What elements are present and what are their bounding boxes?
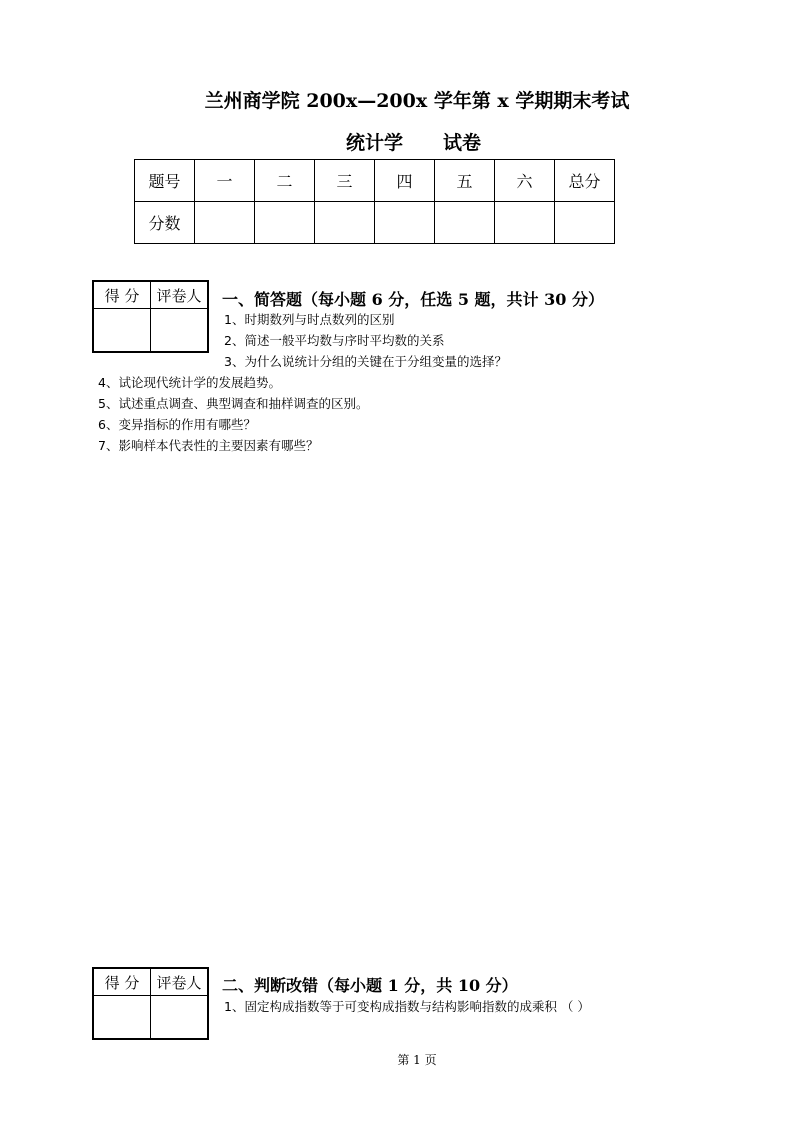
section-2-heading: 二、判断改错（每小题 1 分，共 10 分） bbox=[222, 976, 518, 995]
score-cell[interactable] bbox=[195, 202, 255, 244]
question-item: 1、固定构成指数等于可变构成指数与结构影响指数的成乘积 （ ） bbox=[224, 999, 590, 1014]
score-cell: 二 bbox=[255, 160, 315, 202]
score-table-header-row bbox=[135, 160, 615, 202]
score-cell[interactable] bbox=[435, 202, 495, 244]
grader-label: 评卷人 bbox=[151, 281, 209, 309]
score-cell: 分数 bbox=[135, 202, 195, 244]
score-cell: 五 bbox=[435, 160, 495, 202]
grader-label: 评卷人 bbox=[151, 968, 209, 996]
grader-box-section-1 bbox=[92, 280, 209, 353]
score-table bbox=[134, 159, 615, 244]
score-cell: 六 bbox=[495, 160, 555, 202]
score-entry-cell[interactable] bbox=[93, 309, 151, 353]
question-item: 2、简述一般平均数与序时平均数的关系 bbox=[224, 333, 445, 348]
score-cell: 四 bbox=[375, 160, 435, 202]
score-cell: 一 bbox=[195, 160, 255, 202]
score-cell: 总分 bbox=[555, 160, 615, 202]
question-item: 1、时期数列与时点数列的区别 bbox=[224, 312, 395, 327]
question-item: 3、为什么说统计分组的关键在于分组变量的选择？ bbox=[224, 354, 507, 369]
page-number: 第 1 页 bbox=[397, 1053, 437, 1067]
grader-box-section-2 bbox=[92, 967, 209, 1040]
grader-entry-cell[interactable] bbox=[151, 996, 209, 1040]
score-cell[interactable] bbox=[495, 202, 555, 244]
exam-subtitle bbox=[346, 128, 481, 155]
score-cell: 题号 bbox=[135, 160, 195, 202]
grader-entry-cell[interactable] bbox=[151, 309, 209, 353]
section-1-heading: 一、简答题（每小题 6 分，任选 5 题，共计 30 分） bbox=[222, 290, 604, 309]
question-item: 5、试述重点调查、典型调查和抽样调查的区别。 bbox=[98, 396, 369, 411]
score-label: 得 分 bbox=[93, 281, 151, 309]
score-cell[interactable] bbox=[375, 202, 435, 244]
paper-label: 试卷 bbox=[443, 132, 482, 154]
question-item: 7、影响样本代表性的主要因素有哪些？ bbox=[98, 438, 319, 453]
question-item: 6、变异指标的作用有哪些？ bbox=[98, 417, 256, 432]
score-entry-cell[interactable] bbox=[93, 996, 151, 1040]
score-cell: 三 bbox=[315, 160, 375, 202]
score-cell[interactable] bbox=[315, 202, 375, 244]
score-cell[interactable] bbox=[555, 202, 615, 244]
exam-title: 兰州商学院 200x—200x 学年第 x 学期期末考试 bbox=[204, 90, 630, 112]
score-table-value-row bbox=[135, 202, 615, 244]
score-label: 得 分 bbox=[93, 968, 151, 996]
question-item: 4、试论现代统计学的发展趋势。 bbox=[98, 375, 281, 390]
score-cell[interactable] bbox=[255, 202, 315, 244]
subject-name: 统计学 bbox=[346, 132, 404, 154]
